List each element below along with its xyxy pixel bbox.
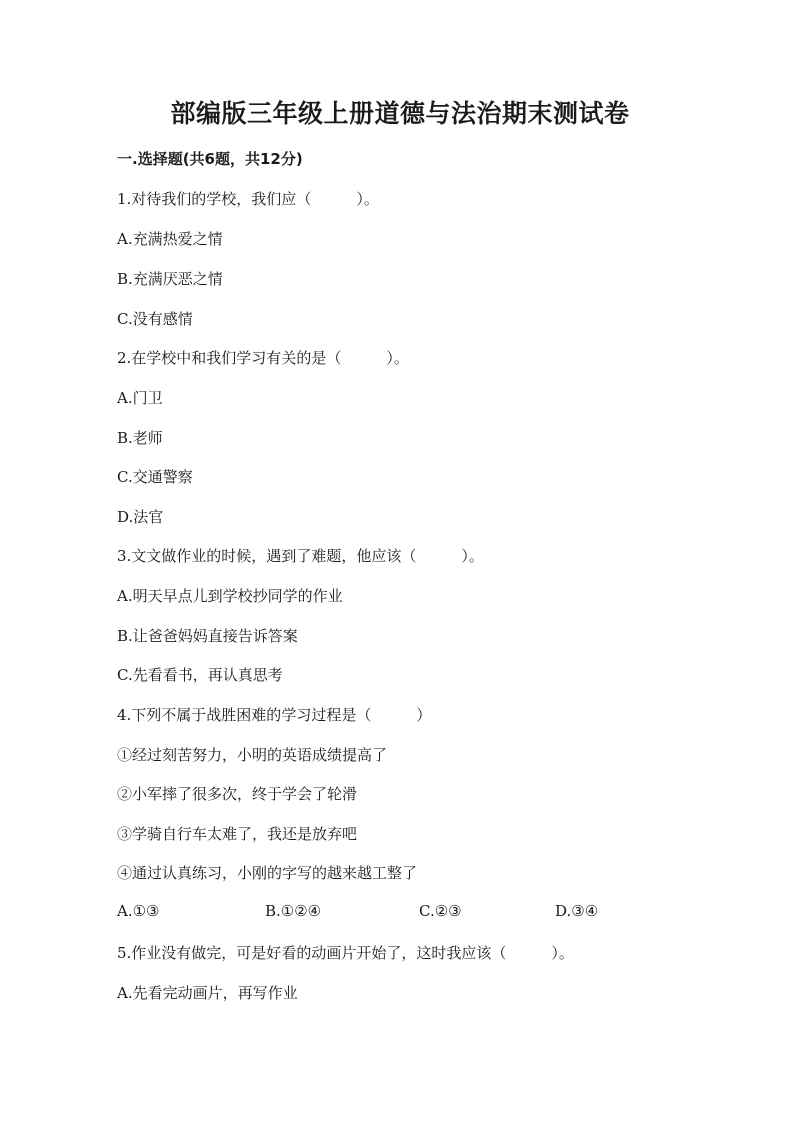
question-4-option-a[interactable]: A.①③ [117,902,160,920]
question-2-option-a[interactable]: A.门卫 [117,389,163,407]
question-3-stem: 3.文文做作业的时候，遇到了难题，他应该（ ）。 [117,547,484,565]
question-4-statement-2: ②小军摔了很多次，终于学会了轮滑 [117,785,358,803]
question-1-stem: 1.对待我们的学校，我们应（ ）。 [117,190,379,208]
question-4-statement-1: ①经过刻苦努力，小明的英语成绩提高了 [117,746,388,764]
question-3-option-a[interactable]: A.明天早点儿到学校抄同学的作业 [117,587,343,605]
question-4-statement-3: ③学骑自行车太难了，我还是放弃吧 [117,825,358,843]
question-1-option-b[interactable]: B.充满厌恶之情 [117,270,223,288]
question-4-option-d[interactable]: D.③④ [555,902,599,920]
question-3-option-c[interactable]: C.先看看书，再认真思考 [117,666,283,684]
exam-title: 部编版三年级上册道德与法治期末测试卷 [170,99,630,128]
question-5-option-a[interactable]: A.先看完动画片，再写作业 [117,984,298,1002]
question-2-option-b[interactable]: B.老师 [117,429,163,447]
question-4-option-b[interactable]: B.①②④ [265,902,322,920]
section-heading: 一.选择题(共6题，共12分) [117,150,303,168]
question-2-stem: 2.在学校中和我们学习有关的是（ ）。 [117,349,409,367]
question-2-option-d[interactable]: D.法官 [117,508,164,526]
question-4-stem: 4.下列不属于战胜困难的学习过程是（ ） [117,706,432,724]
question-1-option-a[interactable]: A.充满热爱之情 [117,230,223,248]
question-1-option-c[interactable]: C.没有感情 [117,310,193,328]
question-4-option-c[interactable]: C.②③ [419,902,462,920]
question-5-stem: 5.作业没有做完，可是好看的动画片开始了，这时我应该（ ）。 [117,944,574,962]
question-3-option-b[interactable]: B.让爸爸妈妈直接告诉答案 [117,627,298,645]
question-4-statement-4: ④通过认真练习，小刚的字写的越来越工整了 [117,864,418,882]
question-2-option-c[interactable]: C.交通警察 [117,468,193,486]
